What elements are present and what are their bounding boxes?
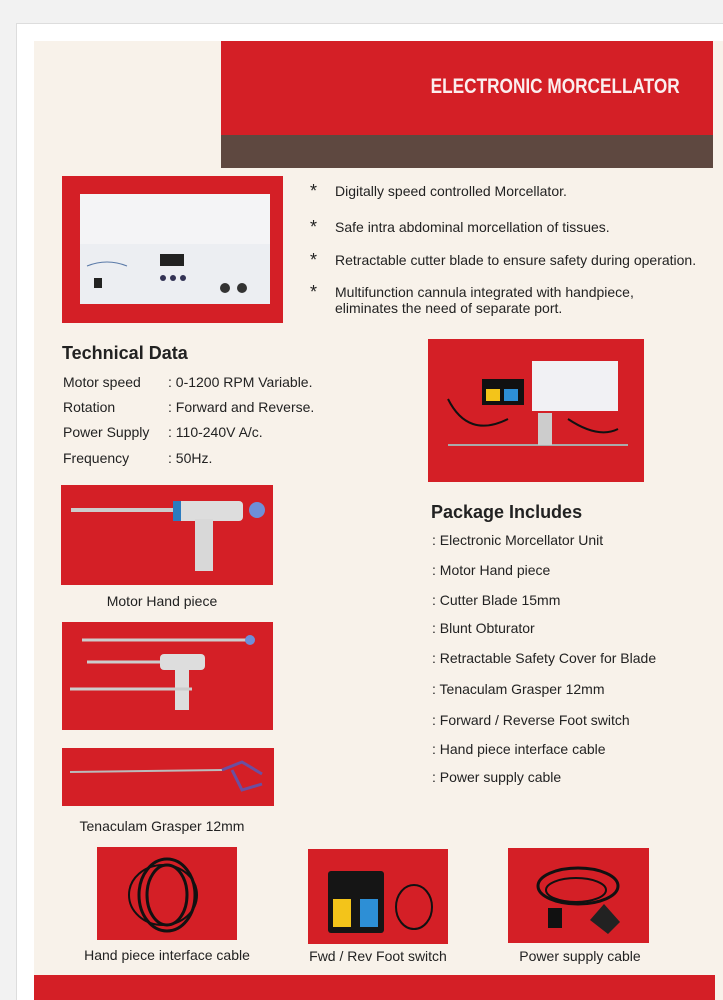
spec-value: : Forward and Reverse.	[168, 399, 315, 415]
power-cable-caption: Power supply cable	[519, 948, 641, 964]
spec-label: Rotation	[63, 399, 116, 415]
spec-value: : 110-240V A/c.	[168, 424, 263, 440]
package-includes-title: Package Includes	[431, 502, 583, 522]
feature-item: * Multifunction cannula integrated with handpiece, eliminates the need of separate port.	[310, 282, 634, 316]
package-item: : Power supply cable	[432, 769, 562, 785]
foot-switch-caption: Fwd / Rev Foot switch	[309, 948, 447, 964]
package-item: : Blunt Obturator	[432, 620, 535, 636]
tenaculam-grasper-image	[62, 748, 274, 806]
package-item: : Forward / Reverse Foot switch	[432, 712, 630, 728]
grasper-caption: Tenaculam Grasper 12mm	[79, 818, 245, 834]
package-item: : Electronic Morcellator Unit	[432, 532, 604, 548]
morcellator-unit-image	[62, 176, 283, 323]
foot-switch-image	[308, 849, 448, 944]
spec-label: Frequency	[63, 450, 130, 466]
package-item: : Hand piece interface cable	[432, 741, 606, 757]
instrument-set-image	[62, 622, 273, 730]
motor-hand-piece-image	[61, 485, 273, 585]
feature-item: * Digitally speed controlled Morcellator.	[310, 181, 567, 201]
technical-data-title: Technical Data	[62, 343, 188, 363]
spec-label: Power Supply	[63, 424, 150, 440]
package-item: : Tenaculam Grasper 12mm	[432, 681, 605, 697]
hand-piece-cable-image	[97, 847, 237, 940]
package-item: : Cutter Blade 15mm	[432, 592, 561, 608]
full-set-image	[428, 339, 644, 482]
page-title: ELECTRONIC MORCELLATOR	[430, 75, 680, 98]
header-banner	[221, 41, 713, 135]
header-stripe	[221, 135, 713, 168]
hand-piece-caption: Motor Hand piece	[106, 593, 218, 609]
footer-banner	[34, 975, 715, 1000]
spec-value: : 50Hz.	[168, 450, 213, 466]
power-cable-image	[508, 848, 649, 943]
feature-item: * Safe intra abdominal morcellation of tissues.	[310, 217, 610, 237]
spec-label: Motor speed	[63, 374, 141, 390]
spec-value: : 0-1200 RPM Variable.	[168, 374, 313, 390]
package-item: : Retractable Safety Cover for Blade	[432, 650, 657, 666]
package-item: : Motor Hand piece	[432, 562, 551, 578]
cable-caption: Hand piece interface cable	[84, 947, 250, 963]
feature-item: * Retractable cutter blade to ensure safety during operation.	[310, 250, 697, 270]
